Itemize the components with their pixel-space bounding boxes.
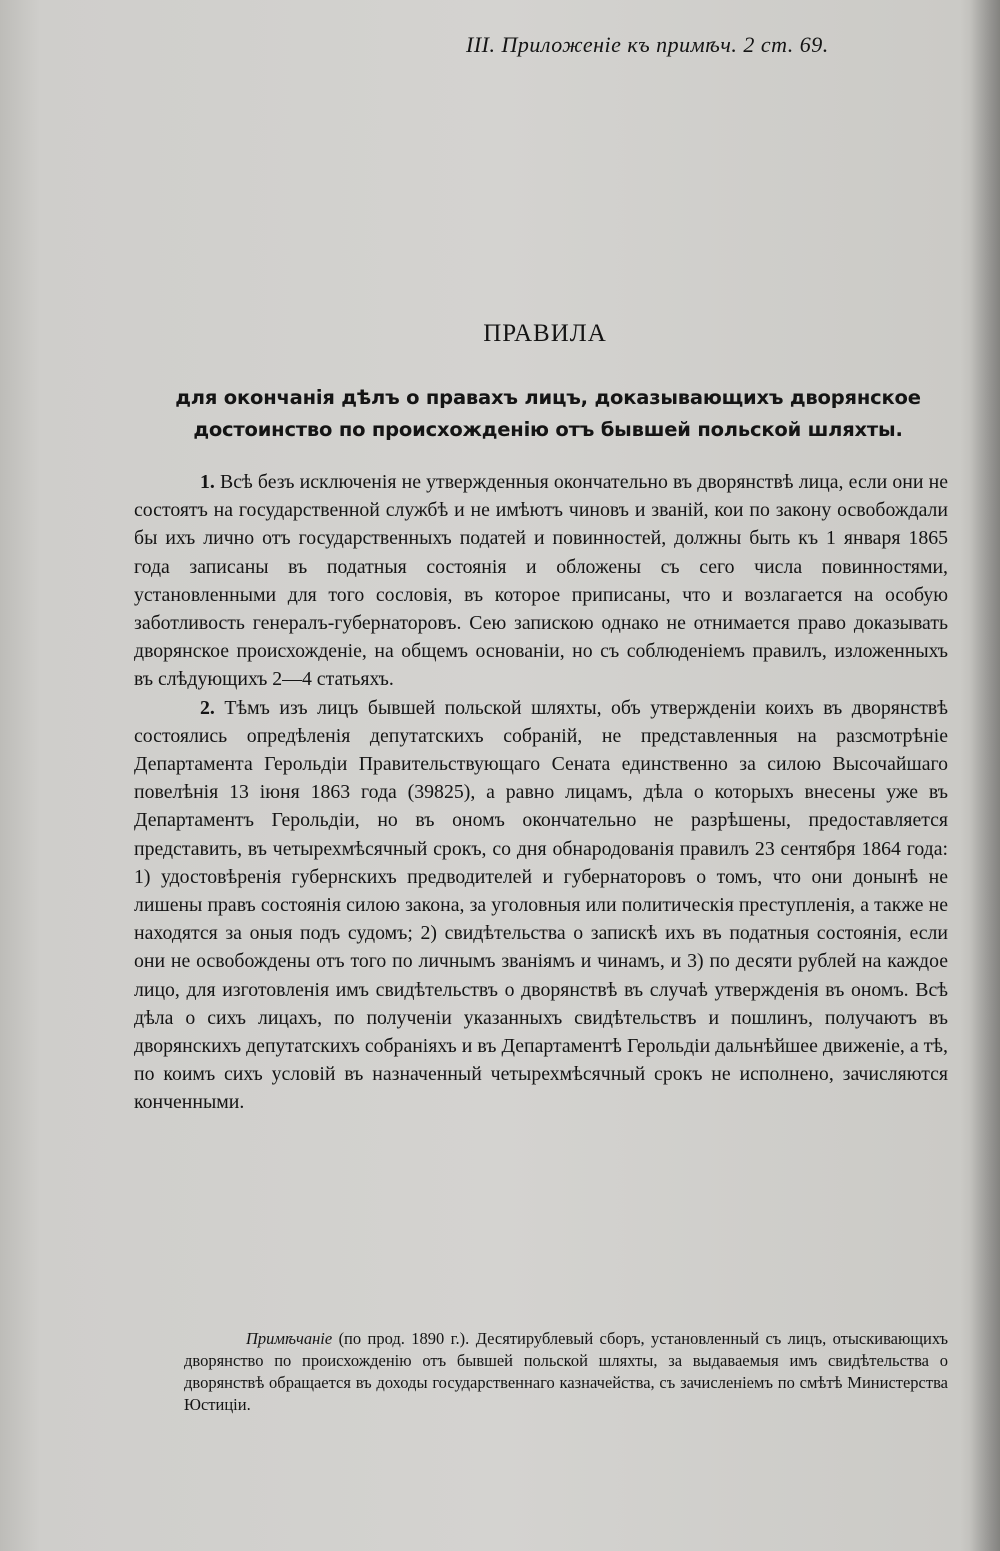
article-number: 1.: [200, 471, 215, 493]
page-title: ПРАВИЛА: [483, 320, 607, 347]
article-list: [134, 468, 948, 1117]
footnote-source: (по прод. 1890 г.).: [338, 1329, 470, 1348]
article-text: Всѣ безъ исключенія не утвержденныя окончательно въ дворянствѣ лица, если они не состоятъ на государственной службѣ и не имѣютъ чиновъ и званій, кои по закону освобождали бы ихъ лично отъ государственныхъ податей и повинностей, должны быть къ 1 января 1865 года записаны въ податныя состоянія и обложены съ сего числа повинностями, установленными для того сословія, въ которое приписаны, что и возлагается на особую заботливость генералъ-губернаторовъ. Сею запискою однако не отнимается право доказывать дворянское происхожденіе, на общемъ основаніи, но съ соблюденіемъ правилъ, изложенныхъ въ слѣдующихъ 2—4 статьяхъ.: [134, 471, 948, 691]
page-gutter-shadow: [970, 0, 1000, 1551]
article-2: [134, 694, 948, 1117]
footnote: [184, 1328, 948, 1416]
article-number: 2.: [200, 696, 215, 719]
article-1: [134, 468, 948, 694]
running-head: III. Приложеніе къ примѣч. 2 ст. 69.: [466, 32, 829, 57]
page-subtitle: для окончанія дѣлъ о правахъ лицъ, доказывающихъ дворянское достоинство по происхожденію отъ бывшей польской шляхты.: [175, 386, 921, 441]
footnote-text: Десятирублевый сборъ, установленный съ лицъ, отыскивающихъ дворянство по происхожденію отъ бывшей польской шляхты, за выдаваемыя имъ свидѣтельства о дворянствѣ обращается въ доходы государственнаго казначейства, съ зачисленіемъ по смѣтѣ Министерства Юстиціи.: [184, 1329, 949, 1414]
article-text: Тѣмъ изъ лицъ бывшей польской шляхты, объ утвержденіи коихъ въ дворянствѣ состоялись опредѣленія депутатскихъ собраній, не представленныя на разсмотрѣніе Департамента Герольдіи Правительствующаго Сената единственно за силою Высочайшаго повелѣнія 13 іюня 1863 года (39825), а равно лицамъ, дѣла о которыхъ внесены уже въ Департаментъ Герольдіи, но въ ономъ окончательно не разрѣшены, предоставляется представить, въ четырехмѣсячный срокъ, со дня обнародованія правилъ 23 сентября 1864 года: 1) удостовѣренія губернскихъ предводителей и губернаторовъ о томъ, что они донынѣ не лишены правъ состоянія силою закона, за уголовныя или политическія преступленія, а также не находятся за оныя подъ судомъ; 2) свидѣтельства о запискѣ ихъ въ податныя состоянія, если они не освобождены отъ того по личнымъ званіямъ и чинамъ, и 3) по десяти рублей на каждое лицо, для изготовленія имъ свидѣтельствъ о дворянствѣ въ случаѣ утвержденія въ ономъ. Всѣ дѣла о сихъ лицахъ, по полученіи указанныхъ свидѣтельствъ и пошлинъ, получаютъ въ дворянскихъ депутатскихъ собраніяхъ и въ Департаментѣ Герольдіи дальнѣйшее движеніе, а тѣ, по коимъ сихъ условій въ назначенный четырехмѣсячный срокъ не исполнено, зачисляются конченными.: [134, 696, 948, 1114]
footnote-label: Примѣчаніе: [246, 1329, 333, 1348]
